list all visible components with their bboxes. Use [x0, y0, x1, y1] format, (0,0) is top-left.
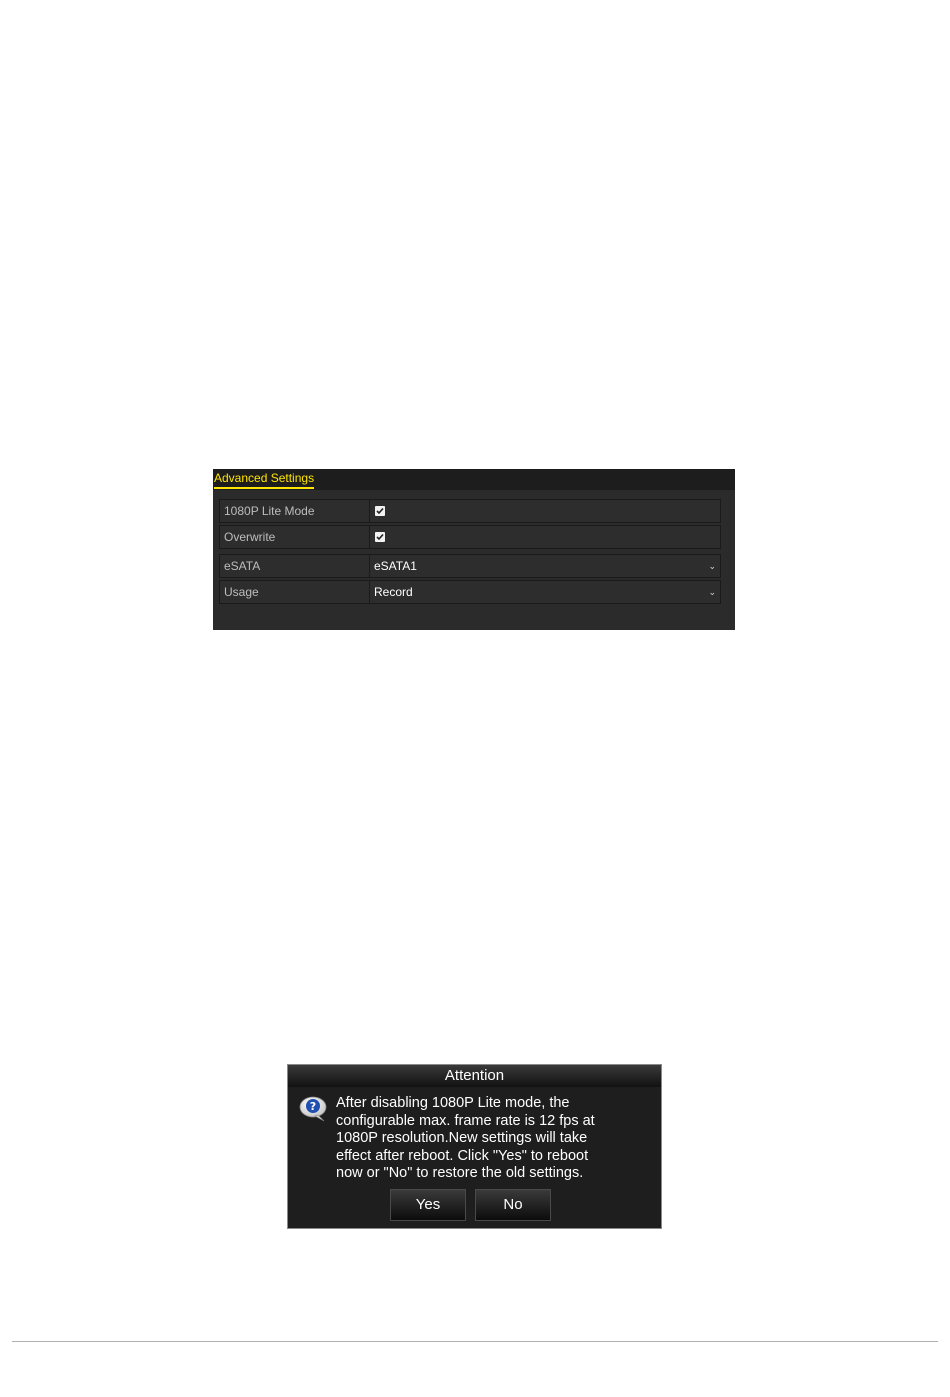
row-value — [370, 500, 720, 522]
esata-selected-value: eSATA1 — [374, 559, 417, 573]
advanced-settings-panel — [213, 469, 735, 630]
row-label: Usage — [220, 581, 370, 603]
no-button[interactable]: No — [475, 1189, 551, 1221]
row-overwrite — [219, 525, 721, 549]
chevron-down-icon: ⌄ — [708, 587, 716, 597]
usage-select[interactable] — [370, 581, 720, 603]
question-icon — [298, 1095, 330, 1128]
row-label: 1080P Lite Mode — [220, 500, 370, 522]
panel-header — [213, 469, 735, 490]
attention-dialog — [287, 1064, 662, 1229]
chevron-down-icon: ⌄ — [708, 561, 716, 571]
overwrite-checkbox[interactable] — [375, 532, 385, 542]
dialog-title: Attention — [288, 1065, 661, 1087]
row-1080p-lite-mode — [219, 499, 721, 523]
dialog-message: After disabling 1080P Lite mode, the configurable max. frame rate is 12 fps at 1080P resolution.New settings will take effect after reboot. Click "Yes" to reboot now or "No" to restore the old settings. — [336, 1095, 595, 1181]
tab-advanced-settings[interactable]: Advanced Settings — [214, 472, 314, 489]
check-icon — [376, 533, 384, 541]
page-divider — [12, 1341, 938, 1342]
row-usage — [219, 580, 721, 604]
yes-button[interactable]: Yes — [390, 1189, 466, 1221]
check-icon — [376, 507, 384, 515]
row-value — [370, 526, 720, 548]
usage-selected-value: Record — [374, 585, 413, 599]
esata-select[interactable] — [370, 555, 720, 577]
row-esata — [219, 554, 721, 578]
row-label: eSATA — [220, 555, 370, 577]
row-label: Overwrite — [220, 526, 370, 548]
svg-text:?: ? — [309, 1100, 317, 1113]
lite-mode-checkbox[interactable] — [375, 506, 385, 516]
